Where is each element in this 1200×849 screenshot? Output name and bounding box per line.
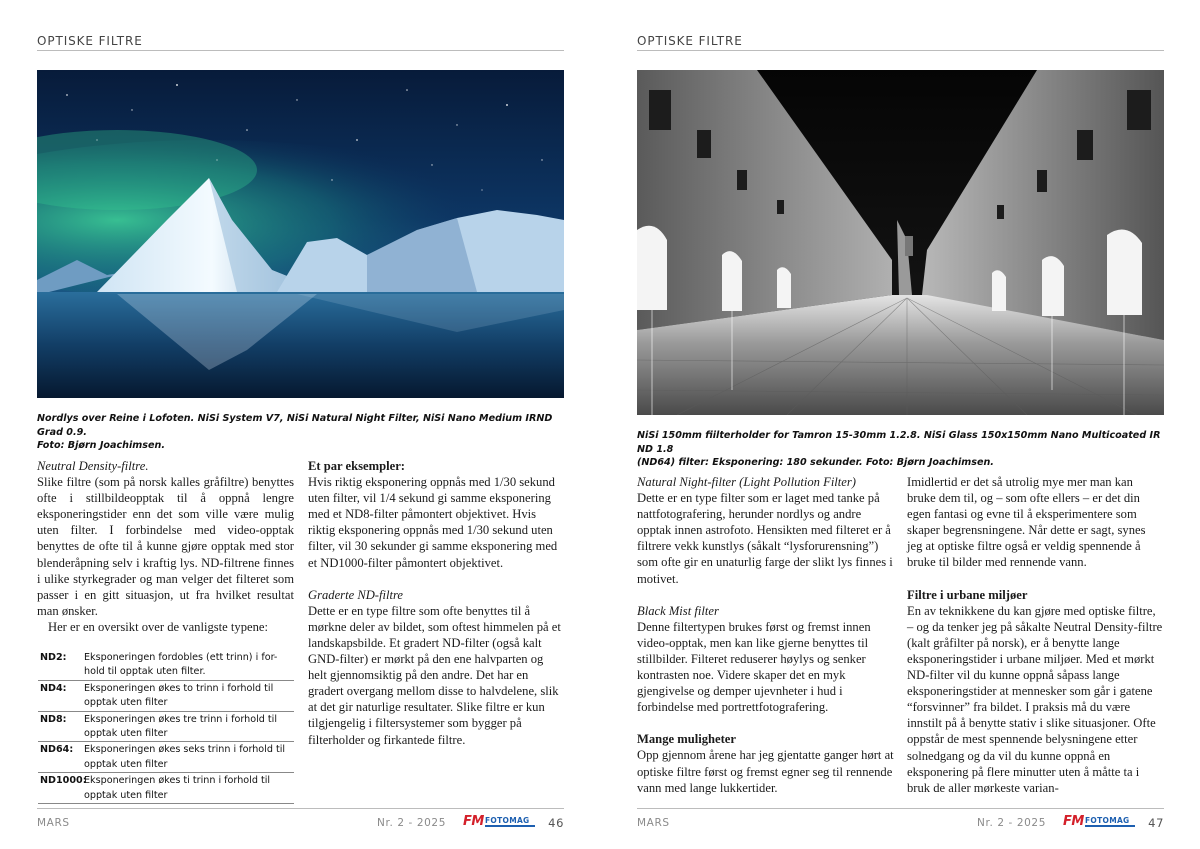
running-head: OPTISKE FILTRE bbox=[637, 34, 1164, 51]
logo-mark: FM bbox=[463, 814, 484, 829]
caption-line: NiSi 150mm fiilterholder for Tamron 15-30mm 1.2.8. NiSi Glass 150x150mm Nano Multicoated IR ND 1.8 bbox=[637, 430, 1161, 455]
table-row bbox=[38, 681, 294, 712]
paragraph: Imidlertid er det så utrolig mye mer man kan bruke dem til, og – som ofte ellers – er det din egen fantasi og evne til å eksperimentere som skaper begrensningene. Når dette er sagt, synes jeg at optiske filtre også er veldig spennende å bruke til bilder med rennende vann. bbox=[907, 475, 1146, 570]
footer-issue: Nr. 2 - 2025 bbox=[977, 817, 1046, 829]
section-heading: Natural Night-filter (Light Pollution Filter) bbox=[637, 475, 856, 489]
paragraph: Dette er en type filtre som ofte benyttes til å mørkne deler av bildet, som oftest himmelen på et landskapsbilde. Et gradert ND-filter (også kalt GND-filter) er mørkt på den ene halvparten og helt gjennomsiktig på den andre. Det har en gradert overgang mellom disse to halvdelene, slik at det gir naturlige resultater. Slike filtre er kun tilgjengelig i filtersystemer som bygger på filterholder og firkantede filtre. bbox=[308, 603, 561, 747]
paragraph: En av teknikkene du kan gjøre med optiske filtre, – og da tenker jeg på såkalte Neutral Density-filtre (kalt gråfilter på norsk), er å benytte lange eksponeringstider i urbane miljøer. Med et mørkt ND-filter vil du kunne oppnå såpass lange eksponeringstider at mennesker som går i gatene “forsvinner” fra bildet. I praksis må du være innstilt på å benytte stativ i slike situasjoner. Ofte oppstår de mest spennende belysningene etter solnedgang og da vil du kunne oppnå en eksponering på flere minutter uten å måtte ta i bruk de aller mørkeste varian- bbox=[907, 603, 1163, 795]
footer-month: MARS bbox=[637, 817, 670, 829]
section-heading: Mange muligheter bbox=[637, 732, 736, 747]
paragraph: Her er en oversikt over de vanligste typene: bbox=[48, 619, 268, 634]
table-cell-key: ND4: bbox=[40, 682, 67, 694]
section-heading: Filtre i urbane miljøer bbox=[907, 587, 1028, 602]
logo-mark: FM bbox=[1063, 814, 1084, 829]
nd-filter-table bbox=[38, 650, 294, 804]
fotomag-logo bbox=[1063, 815, 1137, 831]
caption-line: (ND64) filter: Eksponering: 180 sekunder. Foto: Bjørn Joachimsen. bbox=[637, 457, 994, 468]
right-page bbox=[600, 0, 1200, 849]
section-heading: Black Mist filter bbox=[637, 603, 719, 618]
table-cell-value: Eksponeringen økes seks trinn i forhold til opptak uten filter bbox=[84, 744, 286, 770]
logo-text: FOTOMAG bbox=[1085, 816, 1130, 825]
table-cell-value: Eksponeringen økes to trinn i forhold til opptak uten filter bbox=[84, 682, 274, 709]
page-footer bbox=[637, 808, 1164, 836]
table-row bbox=[38, 712, 294, 743]
running-head: OPTISKE FILTRE bbox=[37, 34, 564, 51]
section-heading: Graderte ND-filtre bbox=[308, 587, 404, 602]
text-column-1 bbox=[37, 458, 294, 635]
photo-caption bbox=[37, 412, 564, 453]
footer-month: MARS bbox=[37, 817, 70, 829]
page-footer bbox=[37, 808, 564, 836]
paragraph: Denne filtertypen brukes først og fremst innen video-opptak, men kan like gjerne benyttes til stillbilder. Filteret reduserer høylys og senker kontrasten noe. Videre skaper det en myk gjengivelse og demper ujevnheter i hud i forbindelse med portrettfotografering. bbox=[637, 619, 871, 715]
text-column-2 bbox=[308, 458, 564, 748]
table-cell-key: ND1000: bbox=[40, 775, 87, 787]
table-cell-key: ND8: bbox=[40, 713, 67, 725]
text-column-1 bbox=[637, 474, 894, 796]
page-number: 47 bbox=[1148, 816, 1164, 830]
caption-line: Nordlys over Reine i Lofoten. NiSi System V7, NiSi Natural Night Filter, NiSi Nano Medium IRND Grad 0.9. bbox=[37, 413, 553, 438]
street-photo bbox=[637, 70, 1164, 415]
table-cell-value: Eksponeringen økes ti trinn i forhold til opptak uten filter bbox=[84, 775, 271, 801]
caption-line: Foto: Bjørn Joachimsen. bbox=[37, 440, 165, 451]
logo-text: FOTOMAG bbox=[485, 816, 530, 825]
paragraph: Opp gjennom årene har jeg gjentatte ganger hørt at optiske filtre først og fremst egner seg til rennende vann med lange lukkertider. bbox=[637, 748, 894, 795]
text-column-2 bbox=[907, 474, 1164, 796]
aurora-photo bbox=[37, 70, 564, 398]
fotomag-logo bbox=[463, 815, 537, 831]
table-row bbox=[38, 742, 294, 773]
paragraph: Hvis riktig eksponering oppnås med 1/30 sekund uten filter, vil 1/4 sekund gi samme eksponering med et ND8-filter påmontert objektivet. Hvis riktig eksponering oppnås med 1/30 sekund uten filter, vil 30 sekunder gi samme eksponering med et ND1000-filter påmontert objektivet. bbox=[308, 475, 558, 570]
photo-caption bbox=[637, 429, 1164, 470]
page-number: 46 bbox=[548, 816, 564, 830]
table-row bbox=[38, 650, 294, 681]
table-cell-value: Eksponeringen fordobles (ett trinn) i for- hold til opptak uten filter. bbox=[84, 652, 278, 678]
table-cell-key: ND2: bbox=[40, 652, 67, 663]
paragraph: Slike filtre (som på norsk kalles gråfiltre) benyttes ofte i stillbildeopptak til å oppnå lengre eksponeringstider enn det som ville være mulig uten filter. I forbindelse med video-opptak benyttes de ofte til å kunne gjøre opptak med stor blenderåpning selv i kraftig lys. ND-filtrene finnes i ulike styrkegrader og man velger det filteret som passer i en gitt situasjon, ut fra hvilket resultat man ønsker. bbox=[37, 475, 294, 618]
table-cell-value: Eksponeringen økes tre trinn i forhold til opptak uten filter bbox=[84, 713, 278, 740]
table-cell-key: ND64: bbox=[40, 744, 74, 756]
table-row bbox=[38, 773, 294, 804]
paragraph: Dette er en type filter som er laget med tanke på nattfotografering, herunder nordlys og andre opptak innen astrofoto. Hensikten med filteret er å filtrere vekk kunstlys (såkalt “lysforurensning”) som ofte gir en unaturlig farge der slikt lys finnes i motivet. bbox=[637, 491, 893, 586]
section-heading: Neutral Density-filtre. bbox=[37, 459, 149, 473]
footer-issue: Nr. 2 - 2025 bbox=[377, 817, 446, 829]
section-heading: Et par eksempler: bbox=[308, 459, 406, 473]
